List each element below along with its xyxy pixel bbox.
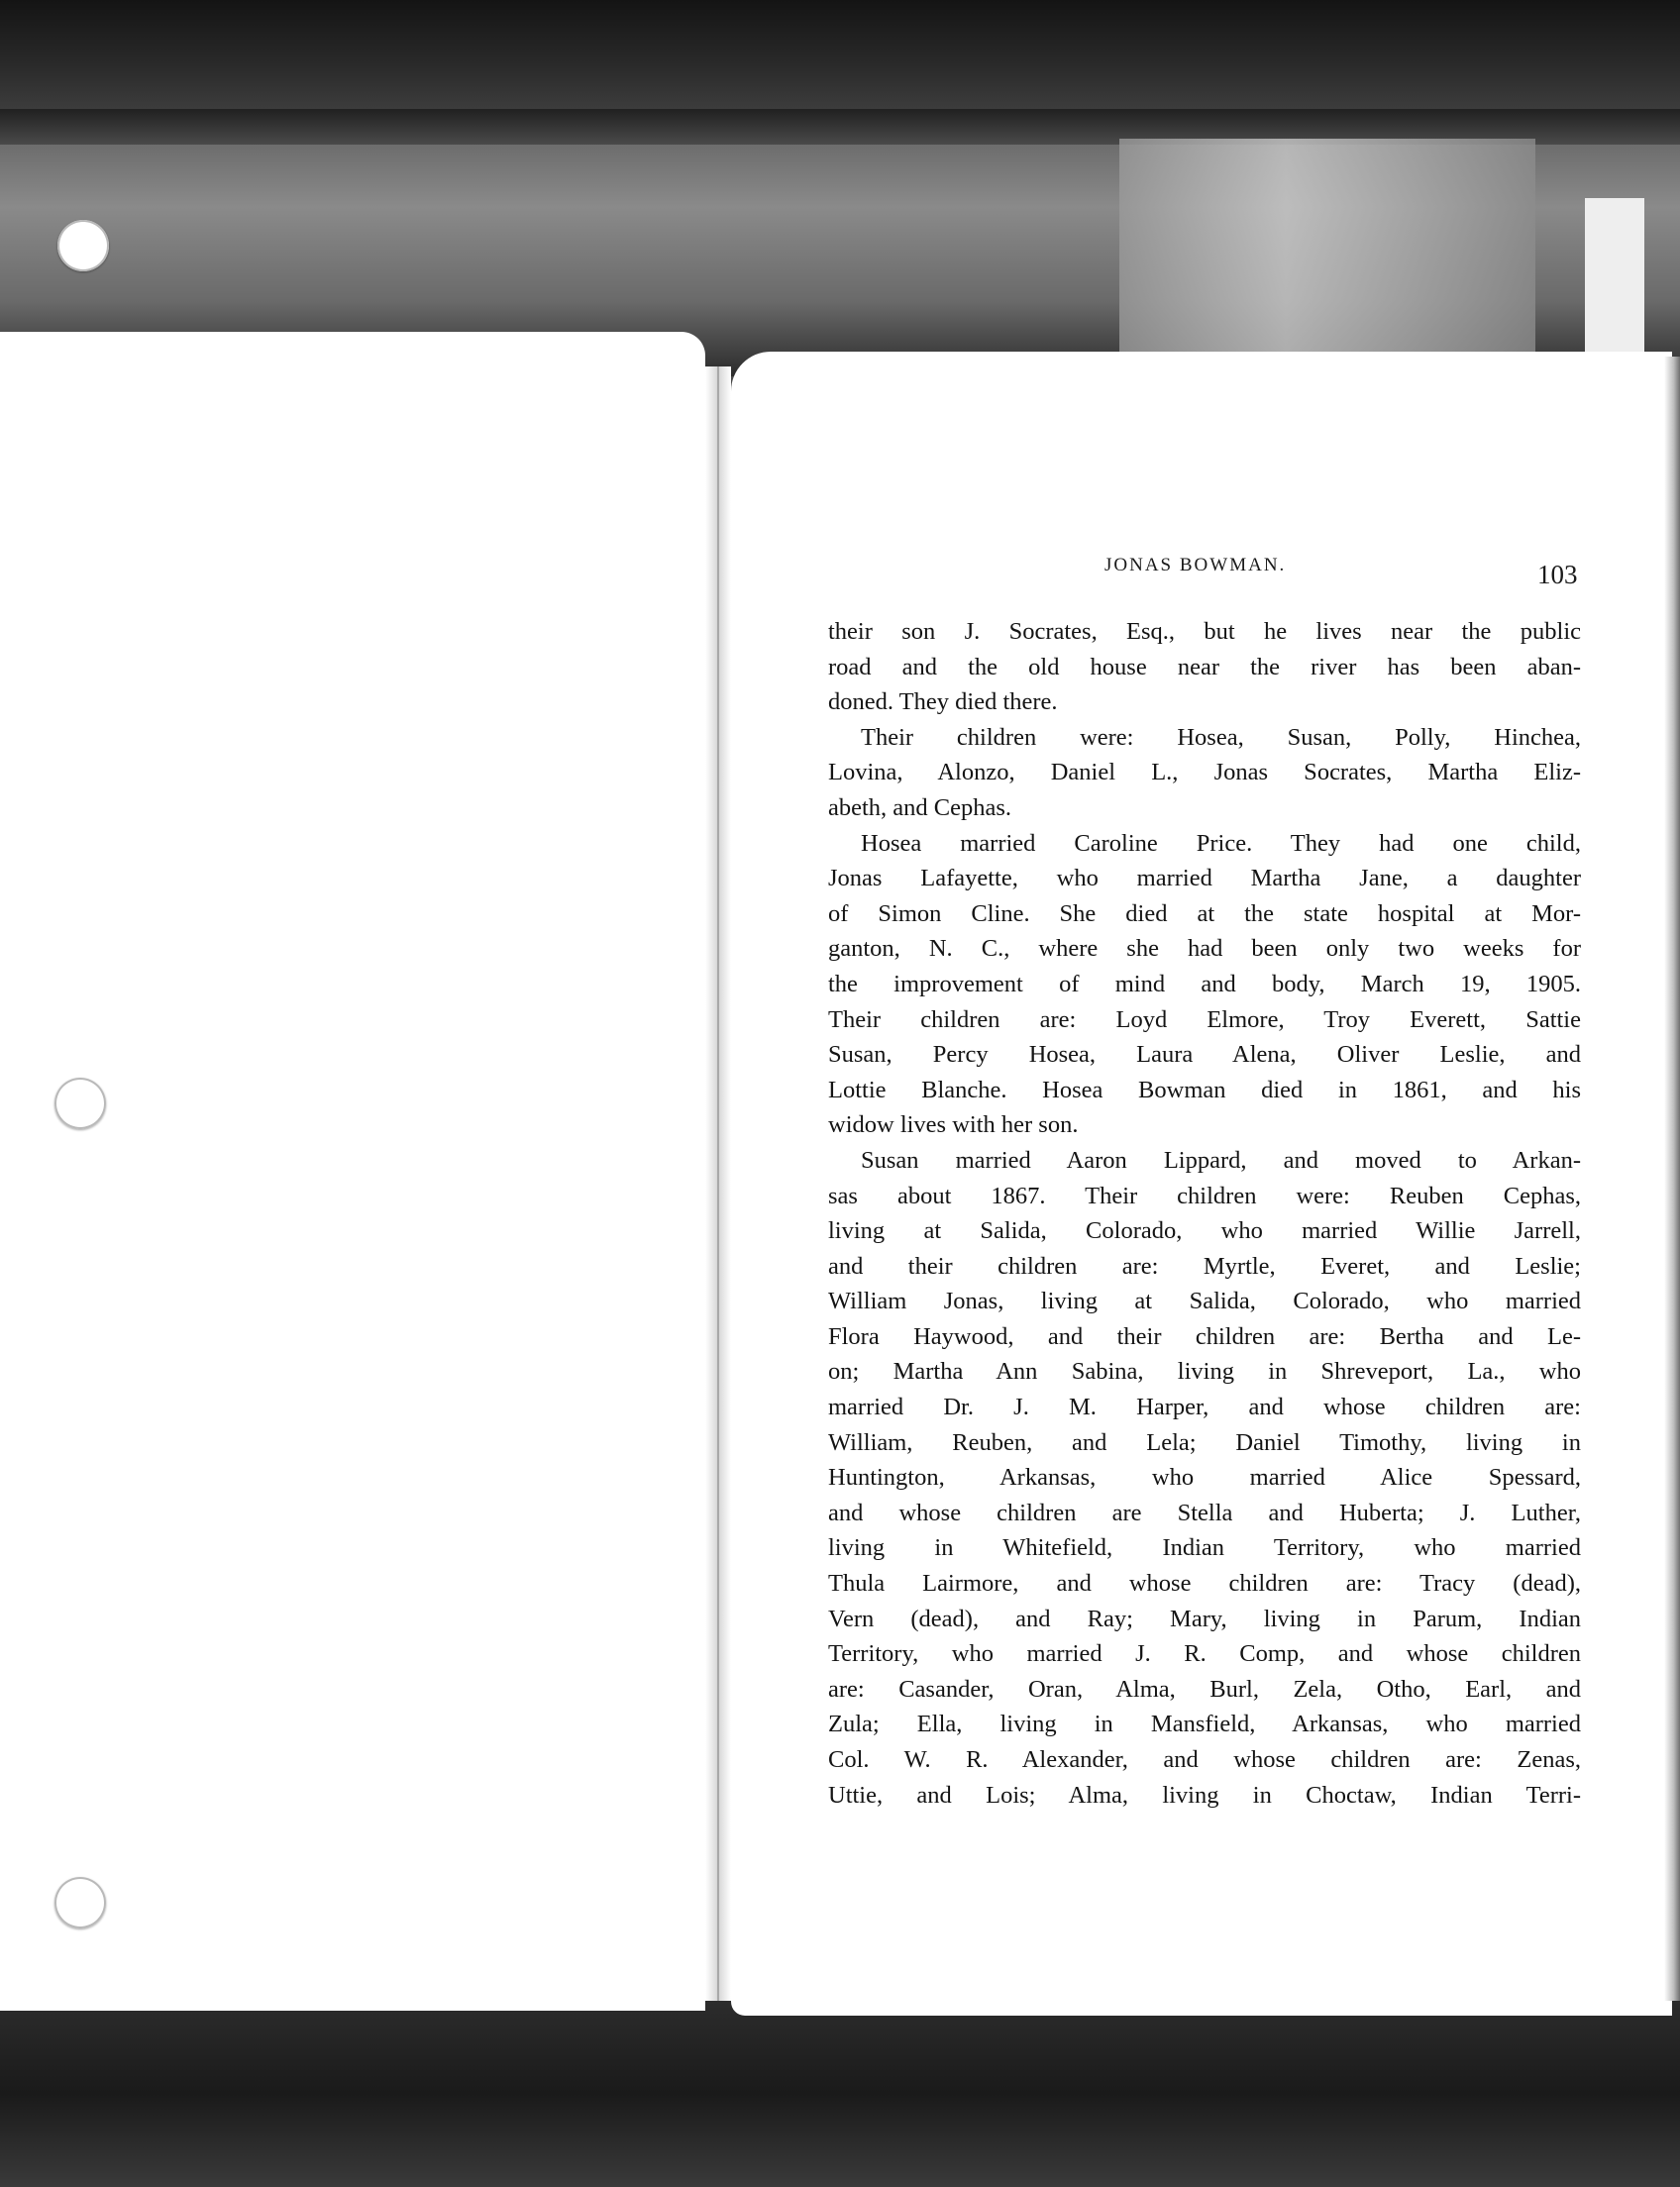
text-line: Huntington, Arkansas, who married Alice Spessard, bbox=[828, 1464, 1581, 1492]
text-line: Thula Lairmore, and whose children are: Tracy (dead), bbox=[828, 1570, 1581, 1598]
text-line: widow lives with her son. bbox=[828, 1111, 1079, 1139]
text-line: ganton, N. C., where she had been only two weeks for bbox=[828, 935, 1581, 963]
text-line: Susan married Aaron Lippard, and moved to Arkan- bbox=[861, 1146, 1581, 1174]
text-line: abeth, and Cephas. bbox=[828, 793, 1012, 821]
text-line: are: Casander, Oran, Alma, Burl, Zela, Otho, Earl, and bbox=[828, 1675, 1581, 1703]
text-line: Vern (dead), and Ray; Mary, living in Parum, Indian bbox=[828, 1605, 1581, 1632]
text-line: on; Martha Ann Sabina, living in Shreveport, La., who bbox=[828, 1358, 1581, 1386]
text-line: living at Salida, Colorado, who married Willie Jarrell, bbox=[828, 1217, 1581, 1245]
punch-hole-middle bbox=[54, 1078, 106, 1129]
text-line: of Simon Cline. She died at the state hospital at Mor- bbox=[828, 899, 1581, 927]
text-line: Jonas Lafayette, who married Martha Jane, a daughter bbox=[828, 865, 1581, 892]
text-line: Uttie, and Lois; Alma, living in Choctaw, Indian Terri- bbox=[828, 1781, 1581, 1809]
text-line: Col. W. R. Alexander, and whose children are: Zenas, bbox=[828, 1746, 1581, 1773]
text-line: and their children are: Myrtle, Everet, and Leslie; bbox=[828, 1252, 1581, 1280]
text-line: their son J. Socrates, Esq., but he lives near the public bbox=[828, 618, 1581, 645]
text-line: Zula; Ella, living in Mansfield, Arkansas, who married bbox=[828, 1711, 1581, 1738]
scanner-top-dark-strip bbox=[0, 0, 1680, 109]
text-line: living in Whitefield, Indian Territory, who married bbox=[828, 1534, 1581, 1562]
text-line: William Jonas, living at Salida, Colorado, who married bbox=[828, 1288, 1581, 1315]
text-line: Hosea married Caroline Price. They had one child, bbox=[861, 829, 1581, 857]
scanner-light-patch bbox=[1119, 139, 1535, 366]
scanner-top-shadow bbox=[0, 0, 1680, 376]
text-line: Susan, Percy Hosea, Laura Alena, Oliver Leslie, and bbox=[828, 1041, 1581, 1069]
running-head: JONAS BOWMAN. bbox=[1104, 555, 1287, 575]
page-number: 103 bbox=[1537, 560, 1578, 589]
punch-hole-top bbox=[57, 220, 109, 271]
text-line: Their children are: Loyd Elmore, Troy Everett, Sattie bbox=[828, 1005, 1581, 1033]
text-line: the improvement of mind and body, March 19, 1905. bbox=[828, 970, 1581, 997]
text-line: and whose children are Stella and Huberta; J. Luther, bbox=[828, 1499, 1581, 1526]
scanner-bottom-shadow bbox=[0, 2001, 1680, 2187]
text-line: sas about 1867. Their children were: Reuben Cephas, bbox=[828, 1182, 1581, 1209]
punch-hole-bottom bbox=[54, 1877, 106, 1928]
book-gutter bbox=[705, 366, 731, 2001]
text-line: Lottie Blanche. Hosea Bowman died in 1861, and his bbox=[828, 1076, 1581, 1103]
body-text bbox=[828, 614, 1581, 1813]
text-line: Territory, who married J. R. Comp, and whose children bbox=[828, 1640, 1581, 1668]
text-line: married Dr. J. M. Harper, and whose children are: bbox=[828, 1394, 1581, 1421]
text-line: William, Reuben, and Lela; Daniel Timothy, living in bbox=[828, 1428, 1581, 1456]
left-page-blank bbox=[0, 332, 705, 2011]
right-page-edge bbox=[1664, 357, 1680, 2001]
text-line: Flora Haywood, and their children are: Bertha and Le- bbox=[828, 1322, 1581, 1350]
text-line: road and the old house near the river has been aban- bbox=[828, 653, 1581, 680]
text-line: Their children were: Hosea, Susan, Polly, Hinchea, bbox=[861, 723, 1581, 751]
text-line: Lovina, Alonzo, Daniel L., Jonas Socrates, Martha Eliz- bbox=[828, 759, 1581, 786]
text-line: doned. They died there. bbox=[828, 688, 1058, 716]
